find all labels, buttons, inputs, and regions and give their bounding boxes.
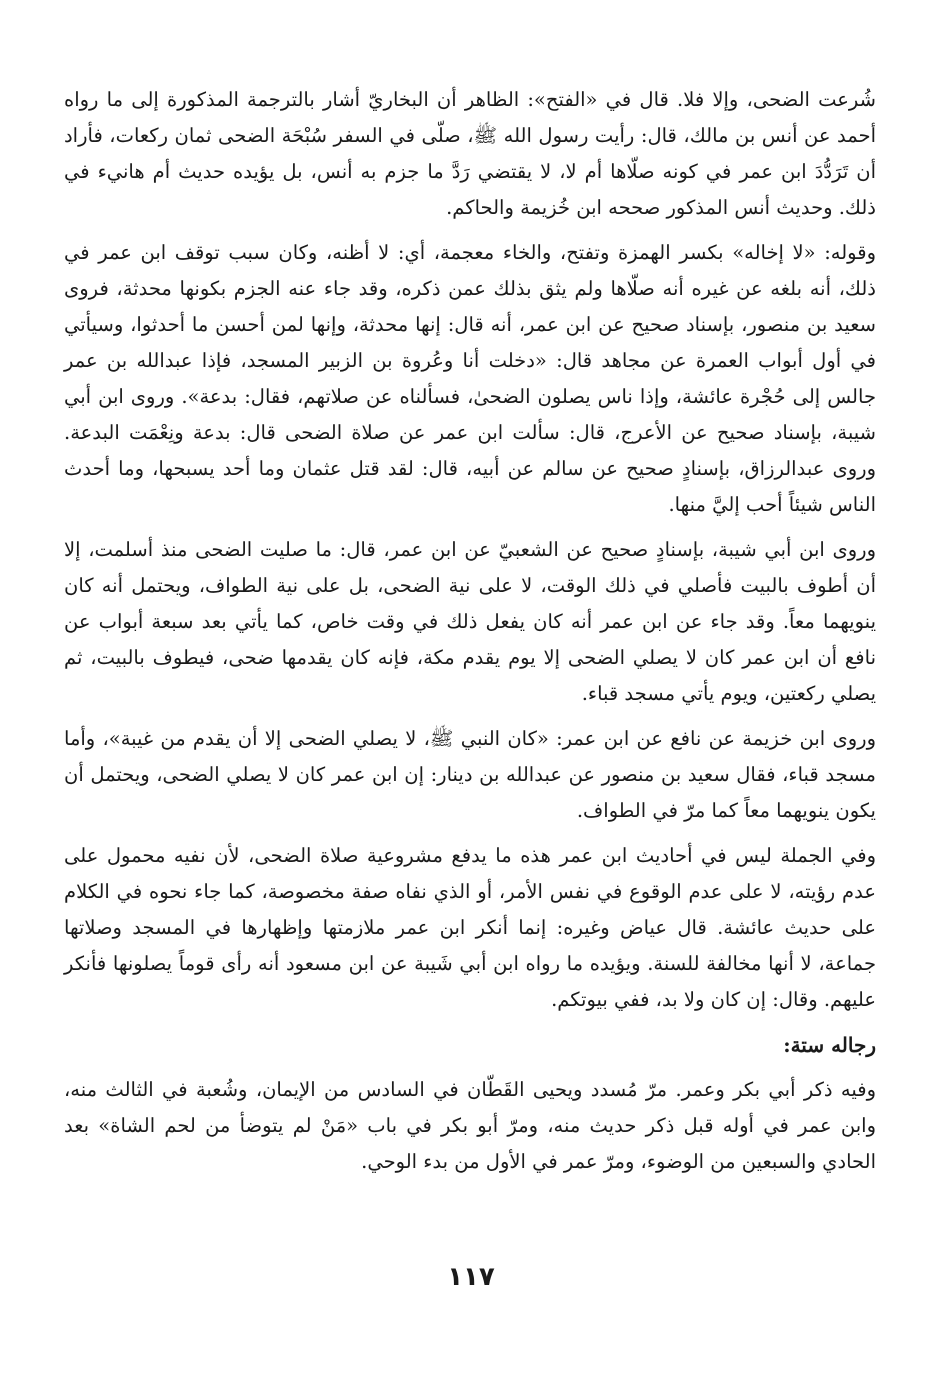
paragraph-4: وروى ابن خزيمة عن نافع عن ابن عمر: «كان النبي ﷺ، لا يصلي الضحى إلا أن يقدم من غيبة»، وأما مسجد قباء، فقال سعيد بن منصور عن عبدالله بن دينار: إن ابن عمر كان لا يصلي الضحى، ويحتمل أن يكون ينويهما معاً كما مرّ في الطواف.	[64, 727, 876, 822]
paragraph-gap	[64, 829, 876, 838]
paragraph-gap	[64, 523, 876, 532]
page-number: ١١٧	[447, 1262, 495, 1292]
section-heading: رجاله ستة:	[783, 1033, 876, 1057]
paragraph-1: شُرعت الضحى، وإلا فلا. قال في «الفتح»: الظاهر أن البخاريّ أشار بالترجمة المذكورة إلى ما رواه أحمد عن أنس بن مالك، قال: رأيت رسول الله ﷺ، صلّى في السفر سُبْحَة الضحى ثمان ركعات، فأراد أن تَرَدُّدَ ابن عمر في كونه صلّاها أم لا، لا يقتضي رَدَّ ما جزم به أنس، بل يؤيده حديث أم هانيء في ذلك. وحديث أنس المذكور صححه ابن خُزيمة والحاكم.	[64, 88, 876, 219]
page-body	[64, 82, 876, 1180]
paragraph-gap	[64, 1063, 876, 1072]
paragraph-2: وقوله: «لا إخاله» بكسر الهمزة وتفتح، والخاء معجمة، أي: لا أظنه، وكان سبب توقف ابن عمر في ذلك، أنه بلغه عن غيره أنه صلّاها ولم يثق بذلك عمن ذكره، وقد جاء عنه الجزم بكونها محدثة، فروى سعيد بن منصور، بإسناد صحيح عن ابن عمر، أنه قال: إنها محدثة، وإنها لمن أحسن ما أحدثوا، وسيأتي في أول أبواب العمرة عن مجاهد قال: «دخلت أنا وعُروة بن الزبير المسجد، فإذا عبدالله بن عمر جالس إلى حُجْرة عائشة، وإذا ناس يصلون الضحىٰ، فسألناه عن صلاتهم، فقال: بدعة». وروى ابن أبي شيبة، بإسناد صحيح عن الأعرج، قال: سألت ابن عمر عن صلاة الضحى قال: بدعة ونِعْمَت البدعة. وروى عبدالرزاق، بإسنادٍ صحيح عن سالم عن أبيه، قال: لقد قتل عثمان وما أحد يسبحها، وما أحدث الناس شيئاً أحب إليَّ منها.	[64, 241, 876, 516]
paragraph-3: وروى ابن أبي شيبة، بإسنادٍ صحيح عن الشعبيّ عن ابن عمر، قال: ما صليت الضحى منذ أسلمت، إلا أن أطوف بالبيت فأصلي في ذلك الوقت، لا على نية الضحى، بل على نية الطواف، ويحتمل أنه كان ينويهما معاً. وقد جاء عن ابن عمر أنه كان يفعل ذلك في وقت خاص، كما يأتي بعد سبعة أبواب عن نافع أن ابن عمر كان لا يصلي الضحى إلا يوم يقدم مكة، فإنه كان يقدمها ضحى، فيطوف بالبيت، ثم يصلي ركعتين، ويوم يأتي مسجد قباء.	[64, 538, 876, 705]
paragraph-gap	[64, 1018, 876, 1027]
paragraph-gap	[64, 226, 876, 235]
paragraph-5: وفي الجملة ليس في أحاديث ابن عمر هذه ما يدفع مشروعية صلاة الضحى، لأن نفيه محمول على عدم رؤيته، لا على عدم الوقوع في نفس الأمر، أو الذي نفاه صفة مخصوصة، كما جاء نحوه في الكلام على حديث عائشة. قال عياض وغيره: إنما أنكر ابن عمر ملازمتها وإظهارها في المسجد وصلاتها جماعة، لا أنها مخالفة للسنة. ويؤيده ما رواه ابن أبي شَيبة عن ابن مسعود أنه رأى قوماً يصلونها فأنكر عليهم. وقال: إن كان ولا بد، ففي بيوتكم.	[64, 844, 876, 1011]
section-paragraph: وفيه ذكر أبي بكر وعمر. مرّ مُسدد ويحيى القَطّان في السادس من الإيمان، وشُعبة في الثالث منه، وابن عمر في أوله قبل ذكر حديث منه، ومرّ أبو بكر في باب «مَنْ لم يتوضأ من لحم الشاة» بعد الحادي والسبعين من الوضوء، ومرّ عمر في الأول من بدء الوحي.	[64, 1078, 876, 1173]
paragraph-gap	[64, 712, 876, 721]
